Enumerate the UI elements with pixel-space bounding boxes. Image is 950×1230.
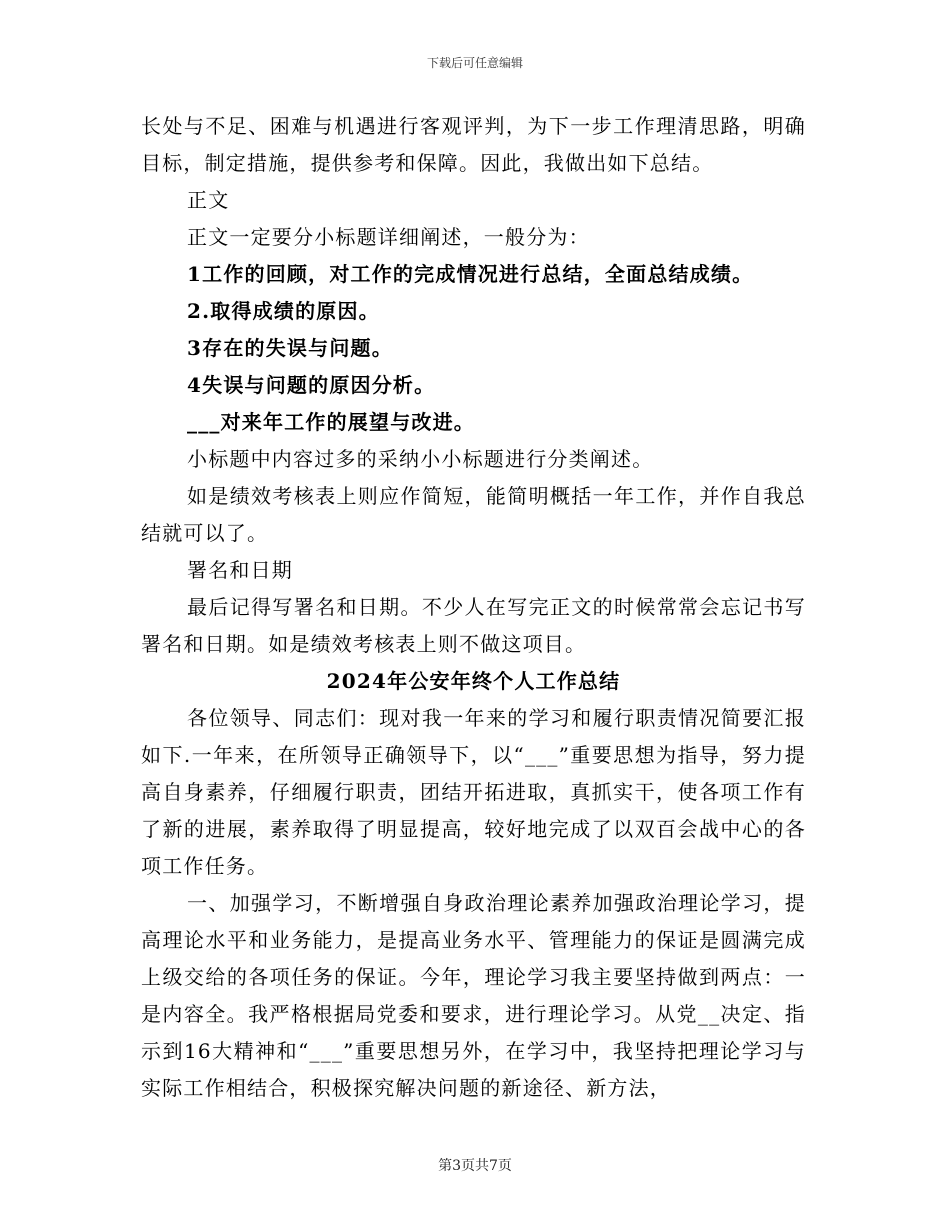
list-item-outlook: ___对来年工作的展望与改进。: [187, 410, 475, 434]
document-title: 2024年公安年终个人工作总结: [326, 669, 621, 693]
paragraph-signature: 最后记得写署名和日期。不少人在写完正文的时候常常会忘记书写署名和日期。如是绩效考核表上则不做这项目。: [141, 595, 806, 656]
list-item-problems: 3存在的失误与问题。: [187, 336, 393, 360]
paragraph-subheadings: 小标题中内容过多的采纳小小标题进行分类阐述。: [187, 447, 654, 471]
paragraph-body-intro: 正文一定要分小标题详细阐述，一般分为：: [187, 225, 590, 249]
page-footer: 第3页共7页: [438, 1158, 512, 1174]
document-body: [141, 108, 806, 1107]
paragraph-intro-continuation: 长处与不足、困难与机遇进行客观评判，为下一步工作理清思路，明确目标，制定措施，提供参考和保障。因此，我做出如下总结。: [141, 114, 806, 175]
paragraph-study: 一、加强学习，不断增强自身政治理论素养加强政治理论学习，提高理论水平和业务能力，是提高业务水平、管理能力的保证是圆满完成上级交给的各项任务的保证。今年，理论学习我主要坚持做到两点：一是内容全。我严格根据局党委和要求，进行理论学习。从党__决定、指示到16大精神和“___”重要思想另外，在学习中，我坚持把理论学习与实际工作相结合，积极探究解决问题的新途径、新方法，: [141, 891, 806, 1100]
section-heading-signature: 署名和日期: [187, 558, 293, 582]
page-header: 下载后可任意编辑: [426, 56, 523, 70]
paragraph-performance-form: 如是绩效考核表上则应作简短，能简明概括一年工作，并作自我总结就可以了。: [141, 484, 806, 545]
section-heading-body: 正文: [187, 188, 230, 212]
list-item-analysis: 4失误与问题的原因分析。: [187, 373, 436, 397]
list-item-reasons: 2.取得成绩的原因。: [187, 299, 380, 323]
list-item-review: 1工作的回顾，对工作的完成情况进行总结，全面总结成绩。: [187, 262, 754, 286]
paragraph-greeting: 各位领导、同志们：现对我一年来的学习和履行职责情况简要汇报如下.一年来，在所领导正确领导下，以“___”重要思想为指导，努力提高自身素养，仔细履行职责，团结开拓进取，真抓实干，使各项工作有了新的进展，素养取得了明显提高，较好地完成了以双百会战中心的各项工作任务。: [141, 706, 806, 878]
